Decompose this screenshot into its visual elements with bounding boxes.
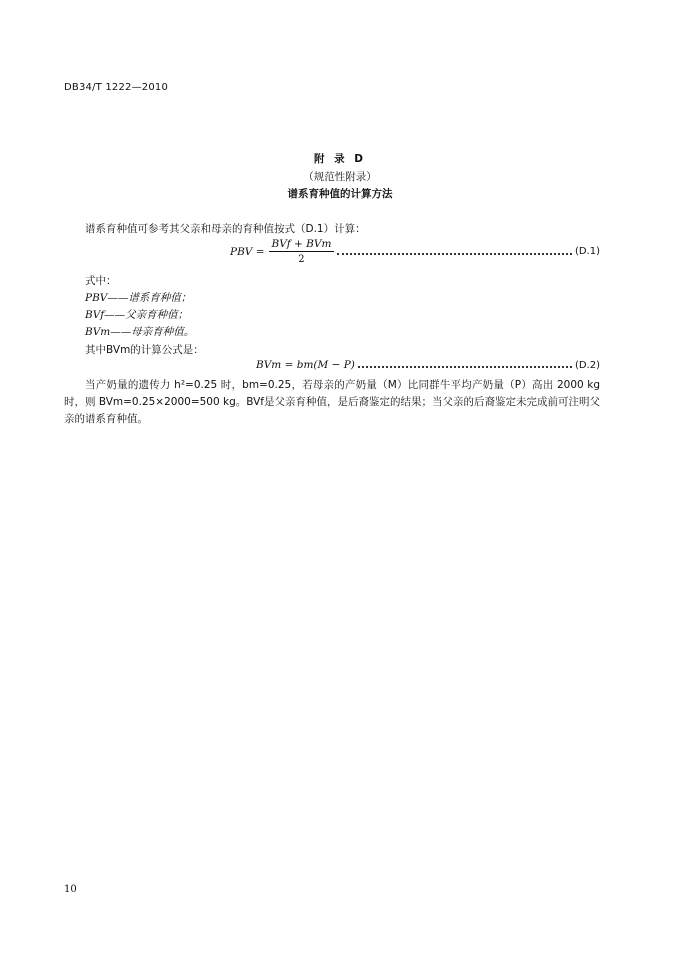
appendix-type: （规范性附录） bbox=[303, 171, 377, 183]
equation-d1 bbox=[230, 238, 600, 265]
appendix-label: 附 录 D bbox=[313, 153, 367, 165]
equation-d2 bbox=[230, 359, 600, 371]
equation-d2-number: (D.2) bbox=[574, 359, 600, 371]
page-number: 10 bbox=[64, 884, 77, 895]
equation-d1-lhs: PBV = bbox=[230, 245, 265, 258]
standard-code: DB34/T 1222—2010 bbox=[64, 82, 169, 93]
definition-bvf: BVf——父亲育种值； bbox=[85, 309, 189, 321]
equation-d2-expression: BVm = bm(M − P) bbox=[256, 359, 355, 371]
equation-d1-leader-dots bbox=[337, 253, 572, 255]
equation-d1-number: (D.1) bbox=[574, 246, 600, 257]
formula-intro: 其中BVm的计算公式是： bbox=[85, 344, 204, 356]
equation-d2-leader-dots bbox=[358, 366, 572, 368]
equation-d1-fraction bbox=[269, 238, 335, 265]
definition-pbv: PBV——谱系育种值； bbox=[85, 292, 192, 304]
appendix-title: 谱系育种值的计算方法 bbox=[287, 188, 393, 200]
explanation-paragraph: 当产奶量的遗传力 h²=0.25 时，bm=0.25，若母亲的产奶量（M）比同群牛平均产奶量（P）高出 2000 kg 时，则 BVm=0.25×2000=500 kg。BVf是父亲育种值，是后裔鉴定的结果；当父亲的后裔鉴定未完成前可注明父亲的谱系育种值。 bbox=[64, 379, 601, 425]
where-label: 式中： bbox=[85, 275, 117, 287]
equation-d1-numerator: BVf + BVm bbox=[269, 238, 335, 252]
intro-text: 谱系育种值可参考其父亲和母亲的育种值按式（D.1）计算： bbox=[85, 223, 366, 235]
equation-d1-denominator: 2 bbox=[298, 254, 305, 265]
definition-bvm: BVm——母亲育种值。 bbox=[85, 326, 195, 338]
